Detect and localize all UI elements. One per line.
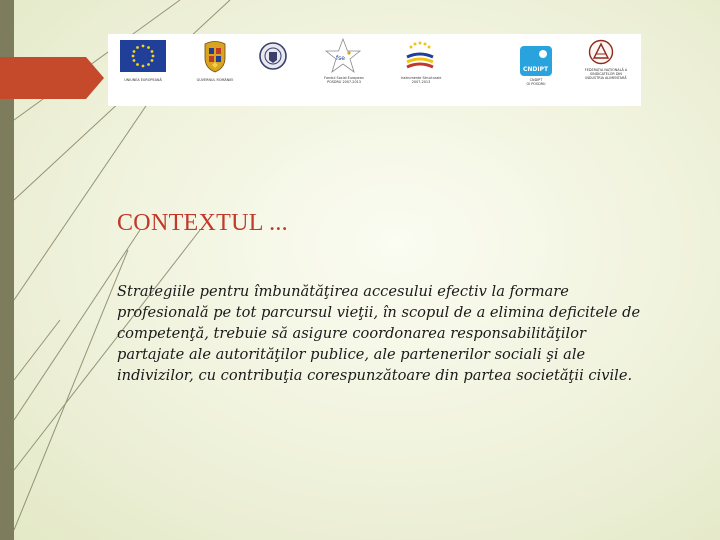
svg-text:fse: fse	[336, 55, 345, 62]
eu-flag-icon	[120, 40, 166, 72]
logo-structural-instruments	[400, 39, 442, 84]
logo-ministry	[258, 41, 288, 75]
romania-coat-of-arms-icon	[201, 40, 229, 74]
logo-caption: CNDIPT OI POSDRU	[526, 78, 546, 86]
cndipt-logo-icon	[520, 46, 552, 76]
ministry-seal-icon	[258, 41, 288, 71]
body-line: Strategiile pentru îmbunătăţirea accesului efectiv la formare	[117, 283, 569, 300]
body-line: competenţă, trebuie să asigure coordonarea responsabilităţilor	[117, 325, 586, 342]
svg-text:CNDIPT: CNDIPT	[523, 66, 549, 73]
logo-caption: Fondul Social European POSDRU 2007-2013	[324, 76, 364, 84]
slide-body	[117, 281, 697, 386]
body-line: indivizilor, cu contribuţia corespunzătoare din partea societăţii civile.	[117, 367, 633, 384]
arrow-icon	[0, 57, 104, 99]
body-line: profesională pe tot parcursul vieţii, în scopul de a elimina deficitele de	[117, 304, 641, 321]
logo-fse	[324, 38, 364, 84]
structural-instruments-icon	[401, 39, 439, 73]
fse-star-icon	[324, 38, 362, 74]
logo-caption: GUVERNUL ROMÂNIEI	[196, 78, 234, 82]
slide-title: CONTEXTUL ...	[117, 210, 288, 236]
logo-caption: UNIUNEA EUROPEANĂ	[124, 78, 162, 82]
logo-government	[196, 40, 234, 82]
logo-cndipt	[520, 46, 552, 86]
logo-eu	[120, 40, 166, 82]
federation-logo-icon	[584, 39, 618, 65]
logo-federation	[584, 39, 628, 80]
logo-caption: FEDERAȚIA NAȚIONALĂ A SINDICATELOR DIN INDUSTRIA ALIMENTARĂ	[584, 68, 628, 80]
body-line: partajate ale autorităţilor publice, ale partenerilor sociali şi ale	[117, 346, 586, 363]
logo-strip	[108, 34, 641, 106]
logo-caption: Instrumente Structurale 2007-2013	[400, 76, 442, 84]
